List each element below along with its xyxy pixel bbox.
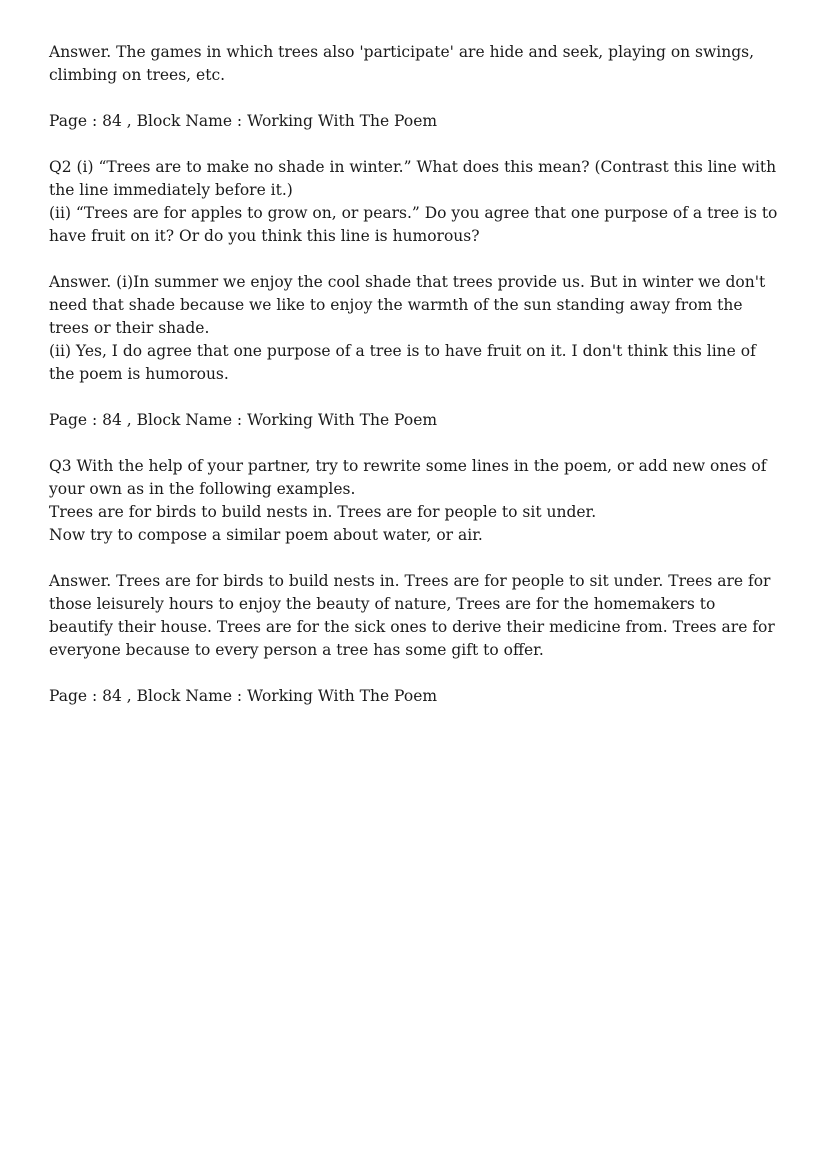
answer-q3: [49, 570, 779, 662]
page-reference-text: Page : 84 , Block Name : Working With The Poem: [49, 112, 438, 130]
question-q2-part-i: Q2 (i) “Trees are to make no shade in winter.” What does this mean? (Contrast this line with the line immediately before it.): [49, 158, 777, 199]
answer-q2: [49, 271, 779, 386]
question-q2: [49, 156, 779, 248]
question-q3-example: Trees are for birds to build nests in. Trees are for people to sit under.: [49, 503, 597, 521]
answer-q2-part-i: Answer. (i)In summer we enjoy the cool shade that trees provide us. But in winter we don't need that shade because we like to enjoy the warmth of the sun standing away from the trees or their shade.: [49, 273, 766, 337]
question-q2-part-ii: (ii) “Trees are for apples to grow on, or pears.” Do you agree that one purpose of a tree is to have fruit on it? Or do you think this line is humorous?: [49, 204, 778, 245]
answer-q2-part-ii: (ii) Yes, I do agree that one purpose of a tree is to have fruit on it. I don't think this line of the poem is humorous.: [49, 342, 756, 383]
page-reference: [49, 110, 779, 133]
question-q3-prompt: Q3 With the help of your partner, try to rewrite some lines in the poem, or add new ones of your own as in the following examples.: [49, 457, 767, 498]
page-reference: [49, 409, 779, 432]
answer-q3-text: Answer. Trees are for birds to build nests in. Trees are for people to sit under. Trees are for those leisurely hours to enjoy the beauty of nature, Trees are for the homemakers to beautify their house. Trees are for the sick ones to derive their medicine from. Trees are for everyone because to every person a tree has some gift to offer.: [49, 572, 775, 659]
page-reference-text: Page : 84 , Block Name : Working With The Poem: [49, 411, 438, 429]
page-reference: [49, 685, 779, 708]
answer-q1: [49, 41, 779, 87]
answer-q1-text: Answer. The games in which trees also 'participate' are hide and seek, playing on swings, climbing on trees, etc.: [49, 43, 755, 84]
question-q3-instruction: Now try to compose a similar poem about water, or air.: [49, 526, 483, 544]
document-page: [49, 41, 779, 731]
page-reference-text: Page : 84 , Block Name : Working With The Poem: [49, 687, 438, 705]
question-q3: [49, 455, 779, 547]
